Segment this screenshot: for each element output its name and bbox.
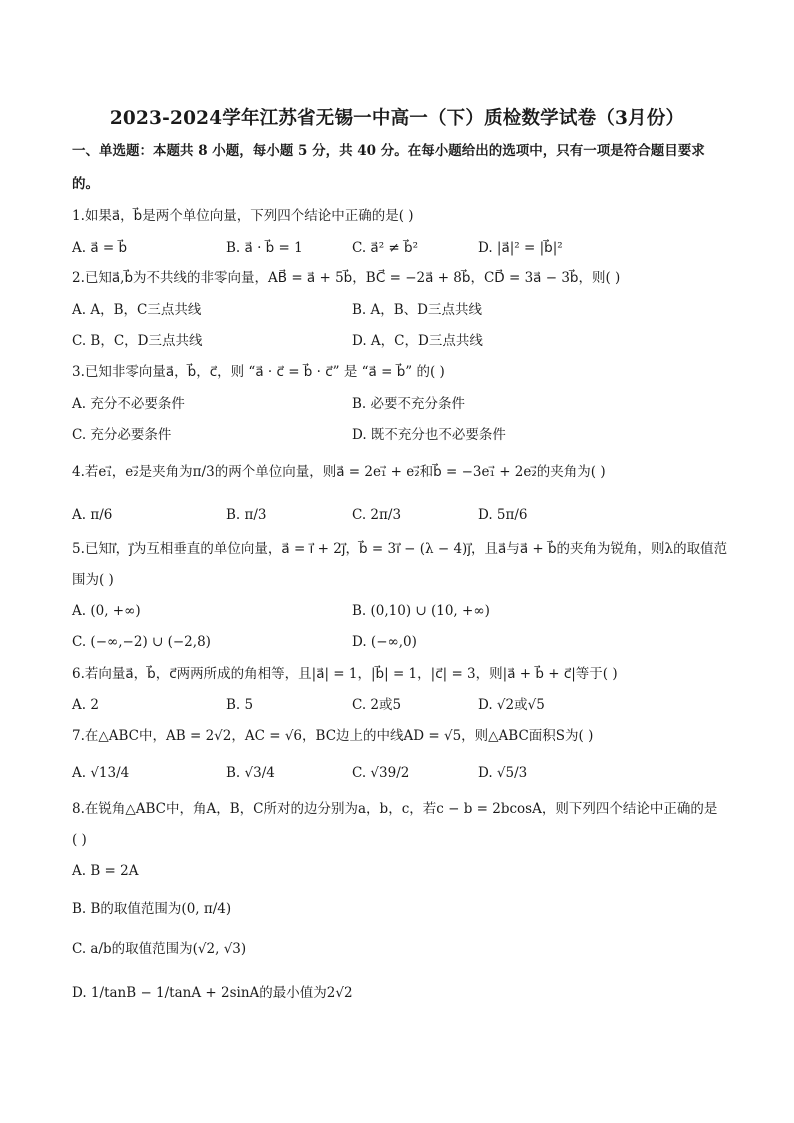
question-7-option-a: A. √13/4 <box>72 765 130 781</box>
question-1-option-d: D. |a⃗|² = |b⃗|² <box>478 240 563 256</box>
question-4-option-b: B. π/3 <box>226 507 267 523</box>
question-4-option-a: A. π/6 <box>72 507 113 523</box>
question-4-option-d: D. 5π/6 <box>478 507 528 523</box>
question-1-stem: 1.如果a⃗，b⃗是两个单位向量，下列四个结论中正确的是( ) <box>72 208 414 224</box>
question-8-stem-line2: ( ) <box>72 832 87 848</box>
section-heading-line1: 一、单选题：本题共 8 小题，每小题 5 分，共 40 分。在每小题给出的选项中，只有一项是符合题目要求 <box>72 143 705 159</box>
question-7-option-b: B. √3/4 <box>226 765 275 781</box>
question-6-stem: 6.若向量a⃗，b⃗，c⃗两两所成的角相等，且|a⃗| = 1，|b⃗| = 1，|c⃗| = 3，则|a⃗ + b⃗ + c⃗|等于( ) <box>72 666 618 682</box>
question-1-option-a: A. a⃗ = b⃗ <box>72 240 128 256</box>
question-3-option-c: C. 充分必要条件 <box>72 427 172 443</box>
question-8-option-b: B. B的取值范围为(0, π/4) <box>72 901 232 917</box>
question-8-stem-line1: 8.在锐角△ABC中，角A，B，C所对的边分别为a，b，c，若c − b = 2bcosA，则下列四个结论中正确的是 <box>72 801 718 817</box>
question-1-option-c: C. a⃗² ≠ b⃗² <box>352 240 418 256</box>
question-2-option-d: D. A，C，D三点共线 <box>352 333 483 349</box>
question-8-option-a: A. B = 2A <box>72 863 139 879</box>
question-6-option-b: B. 5 <box>226 697 254 713</box>
question-2-option-c: C. B，C，D三点共线 <box>72 333 203 349</box>
question-5-option-c: C. (−∞,−2) ∪ (−2,8) <box>72 634 211 650</box>
section-heading-line2: 的。 <box>72 176 99 192</box>
question-2-option-a: A. A，B，C三点共线 <box>72 302 202 318</box>
question-7-option-c: C. √39/2 <box>352 765 410 781</box>
question-8-option-d: D. 1/tanB − 1/tanA + 2sinA的最小值为2√2 <box>72 985 353 1001</box>
question-2-stem: 2.已知a⃗,b⃗为不共线的非零向量，AB⃗ = a⃗ + 5b⃗，BC⃗ = −2a⃗ + 8b⃗，CD⃗ = 3a⃗ − 3b⃗，则( ) <box>72 270 621 286</box>
question-5-stem-line1: 5.已知i⃗，j⃗为互相垂直的单位向量，a⃗ = i⃗ + 2j⃗，b⃗ = 3i⃗ − (λ − 4)j⃗，且a⃗与a⃗ + b⃗的夹角为锐角，则λ的取值范 <box>72 541 728 557</box>
question-6-option-a: A. 2 <box>72 697 99 713</box>
question-3-option-b: B. 必要不充分条件 <box>352 396 466 412</box>
question-4-option-c: C. 2π/3 <box>352 507 402 523</box>
question-6-option-c: C. 2或5 <box>352 697 402 713</box>
question-8-option-c: C. a/b的取值范围为(√2, √3) <box>72 941 247 957</box>
question-4-stem: 4.若e₁⃗，e₂⃗是夹角为π/3的两个单位向量，则a⃗ = 2e₁⃗ + e₂⃗和b⃗ = −3e₁⃗ + 2e₂⃗的夹角为( ) <box>72 464 606 480</box>
question-5-stem-line2: 围为( ) <box>72 572 114 588</box>
question-3-stem: 3.已知非零向量a⃗，b⃗，c⃗，则 “a⃗ · c⃗ = b⃗ · c⃗” 是 “a⃗ = b⃗” 的( ) <box>72 364 445 380</box>
question-3-option-a: A. 充分不必要条件 <box>72 396 185 412</box>
question-5-option-b: B. (0,10) ∪ (10, +∞) <box>352 603 490 619</box>
page-title: 2023-2024学年江苏省无锡一中高一（下）质检数学试卷（3月份） <box>109 108 685 129</box>
question-1-option-b: B. a⃗ · b⃗ = 1 <box>226 240 303 256</box>
question-3-option-d: D. 既不充分也不必要条件 <box>352 427 506 443</box>
question-5-option-d: D. (−∞,0) <box>352 634 417 650</box>
question-5-option-a: A. (0, +∞) <box>72 603 141 619</box>
question-2-option-b: B. A，B、D三点共线 <box>352 302 482 318</box>
question-7-option-d: D. √5/3 <box>478 765 528 781</box>
question-6-option-d: D. √2或√5 <box>478 697 545 713</box>
question-7-stem: 7.在△ABC中，AB = 2√2，AC = √6，BC边上的中线AD = √5，则△ABC面积S为( ) <box>72 728 594 744</box>
